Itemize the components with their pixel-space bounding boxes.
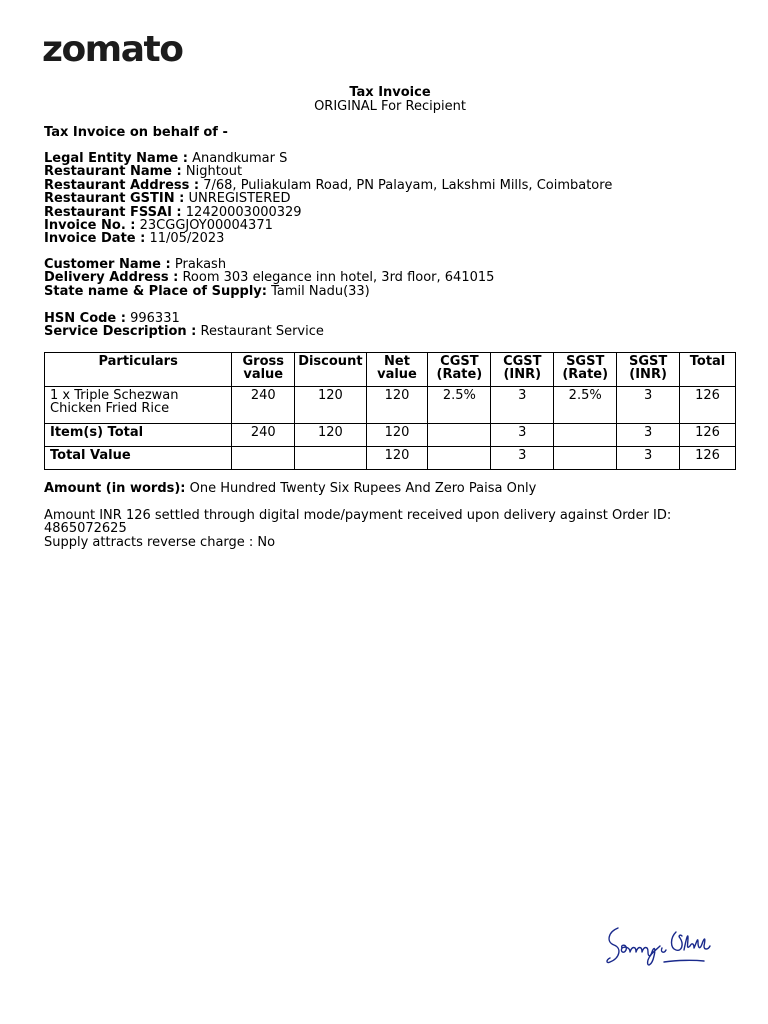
col-header-cgst-rate: CGST (Rate) <box>428 353 491 387</box>
table-row <box>45 423 736 446</box>
cell-particulars: 1 x Triple Schezwan Chicken Fried Rice <box>45 386 232 423</box>
customer-name-row: Customer Name : Prakash <box>44 257 227 272</box>
delivery-address-row: Delivery Address : Room 303 elegance inn hotel, 3rd floor, 641015 <box>44 270 495 286</box>
col-header-net-value: Net value <box>366 353 428 387</box>
behalf-line: Tax Invoice on behalf of - <box>44 125 228 140</box>
cell-sgst-inr: 3 <box>617 446 680 469</box>
legal-entity-row: Legal Entity Name : Anandkumar S <box>44 151 288 166</box>
invoice-items-table <box>44 352 736 470</box>
cell-gross: 240 <box>232 386 295 423</box>
cell-discount <box>295 446 366 469</box>
cell-particulars: Item(s) Total <box>45 423 232 446</box>
cell-sgst-rate: 2.5% <box>554 386 617 423</box>
cell-cgst-rate <box>428 446 491 469</box>
cell-cgst-inr: 3 <box>491 423 554 446</box>
cell-sgst-inr: 3 <box>617 423 680 446</box>
table-header-row <box>45 353 736 387</box>
settlement-line: Amount INR 126 settled through digital mode/payment received upon delivery against Order ID: <box>44 508 672 523</box>
cell-total: 126 <box>680 446 736 469</box>
invoice-no-row: Invoice No. : 23CGGJOY00004371 <box>44 218 273 234</box>
restaurant-fssai-row: Restaurant FSSAI : 12420003000329 <box>44 204 302 220</box>
service-details <box>44 312 744 339</box>
place-of-supply-row: State name & Place of Supply: Tamil Nadu(33) <box>44 283 370 299</box>
restaurant-gstin-row: Restaurant GSTIN : UNREGISTERED <box>44 191 291 207</box>
col-header-total: Total <box>680 353 736 387</box>
col-header-discount: Discount <box>295 353 366 387</box>
cell-cgst-inr: 3 <box>491 386 554 423</box>
col-header-sgst-inr: SGST (INR) <box>617 353 680 387</box>
restaurant-address-row: Restaurant Address : 7/68, Puliakulam Road, PN Palayam, Lakshmi Mills, Coimbatore <box>44 177 613 193</box>
customer-details <box>44 258 744 298</box>
order-id: 4865072625 <box>44 521 127 537</box>
restaurant-details <box>44 152 744 246</box>
cell-total: 126 <box>680 423 736 446</box>
cell-cgst-rate <box>428 423 491 446</box>
cell-discount: 120 <box>295 423 366 446</box>
hsn-row: HSN Code : 996331 <box>44 311 180 326</box>
cell-net: 120 <box>366 423 428 446</box>
cell-gross: 240 <box>232 423 295 446</box>
col-header-sgst-rate: SGST (Rate) <box>554 353 617 387</box>
cell-total: 126 <box>680 386 736 423</box>
document-header <box>0 86 768 114</box>
col-header-gross-value: Gross value <box>232 353 295 387</box>
cell-cgst-rate: 2.5% <box>428 386 491 423</box>
col-header-particulars: Particulars <box>45 353 232 387</box>
reverse-charge-line: Supply attracts reverse charge : No <box>44 534 276 550</box>
restaurant-name-row: Restaurant Name : Nightout <box>44 164 243 180</box>
cell-sgst-rate <box>554 446 617 469</box>
settlement-note <box>44 509 744 549</box>
signature-image <box>600 918 720 974</box>
document-subtitle: ORIGINAL For Recipient <box>314 99 466 114</box>
cell-sgst-inr: 3 <box>617 386 680 423</box>
invoice-date-row: Invoice Date : 11/05/2023 <box>44 231 225 247</box>
cell-cgst-inr: 3 <box>491 446 554 469</box>
cell-sgst-rate <box>554 423 617 446</box>
cell-discount: 120 <box>295 386 366 423</box>
col-header-cgst-inr: CGST (INR) <box>491 353 554 387</box>
document-title: Tax Invoice <box>349 85 431 100</box>
cell-particulars: Total Value <box>45 446 232 469</box>
service-description-row: Service Description : Restaurant Service <box>44 324 324 340</box>
amount-in-words: Amount (in words): One Hundred Twenty Six Rupees And Zero Paisa Only <box>44 481 537 496</box>
cell-net: 120 <box>366 386 428 423</box>
table-row <box>45 446 736 469</box>
cell-gross <box>232 446 295 469</box>
cell-net: 120 <box>366 446 428 469</box>
zomato-logo: zomato <box>42 29 183 70</box>
table-row <box>45 386 736 423</box>
